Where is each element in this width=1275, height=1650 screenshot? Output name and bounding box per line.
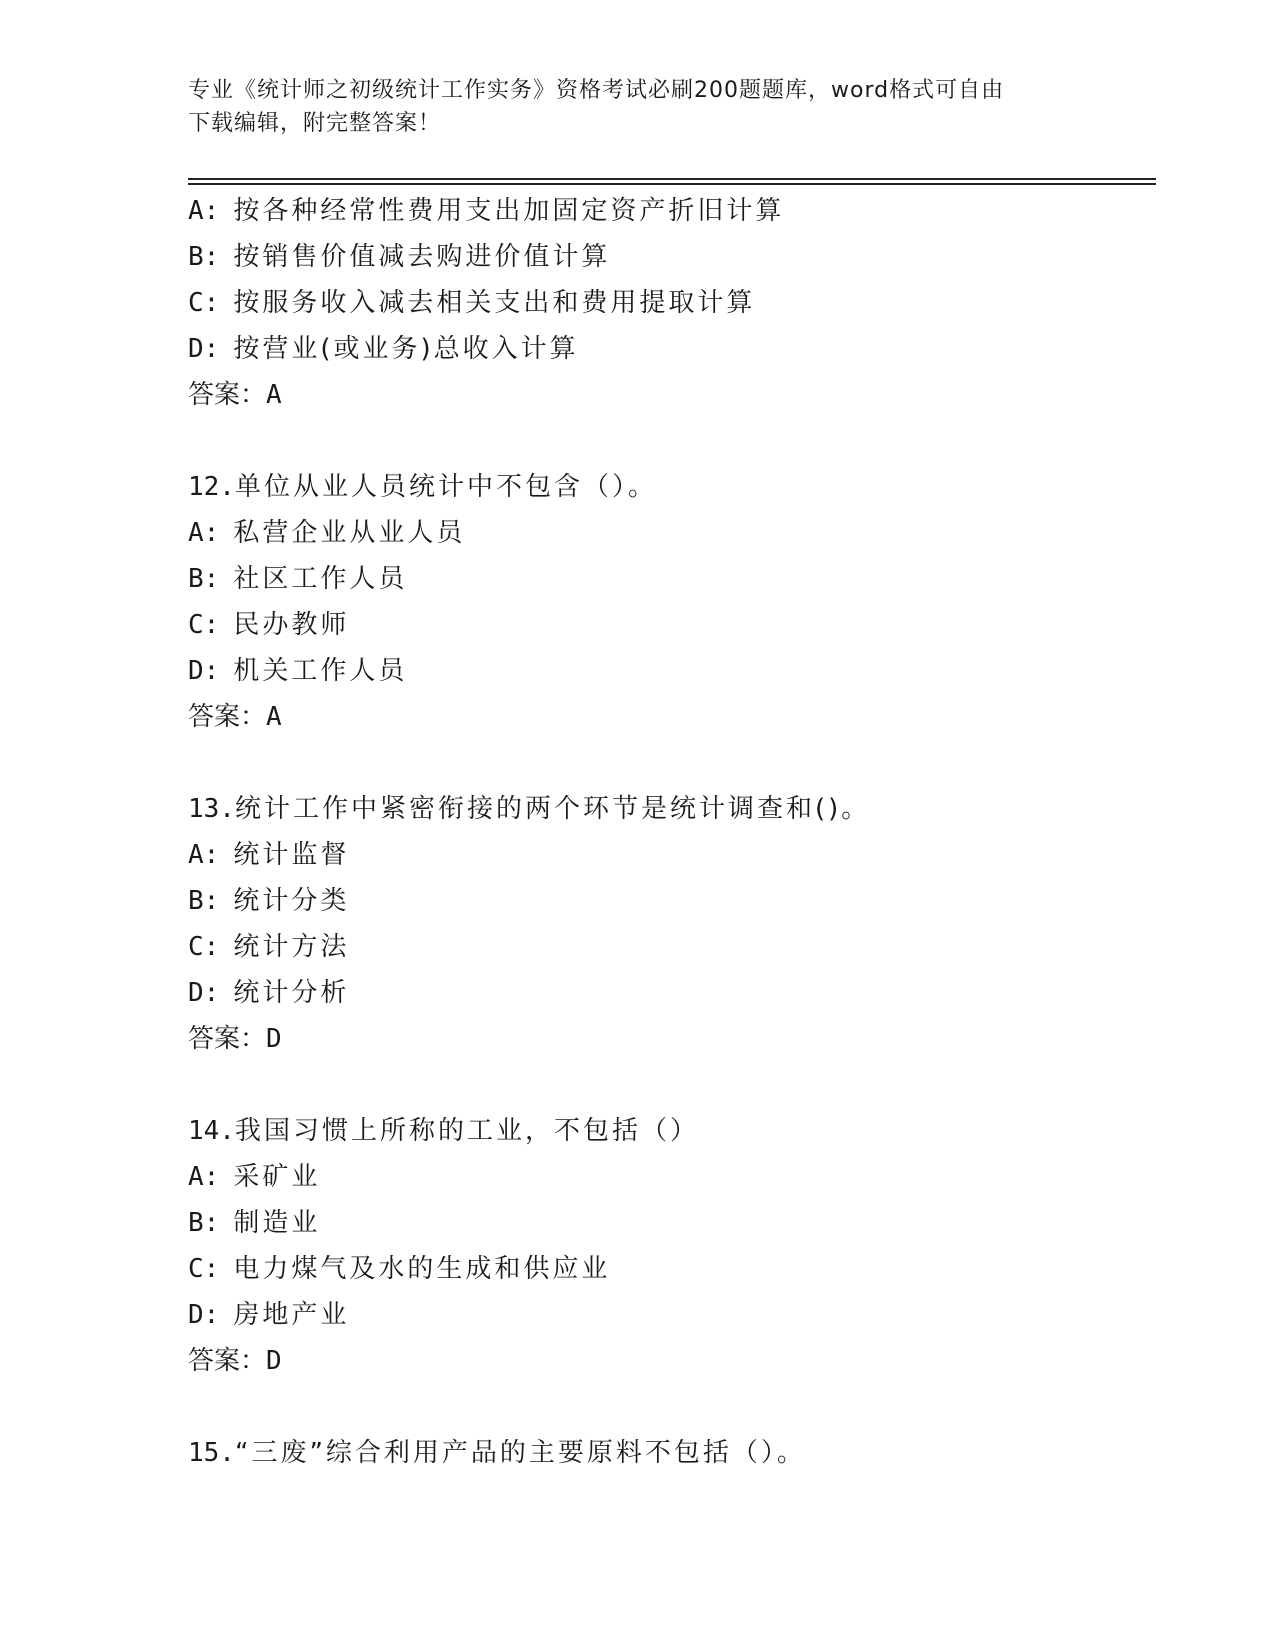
option-text: 制造业 [233,1208,321,1238]
question-block-continued [188,188,1148,418]
option-b [188,556,1148,602]
option-d [188,326,1148,372]
question-text: “三废”综合利用产品的主要原料不包括（）。 [234,1438,806,1468]
answer-value: A [266,380,282,410]
option-label: C: [188,1254,220,1284]
option-d [188,970,1148,1016]
option-label: C: [188,288,220,318]
answer-value: D [266,1346,282,1376]
option-label: B: [188,564,220,594]
option-c [188,602,1148,648]
option-label: D: [188,978,220,1008]
option-text: 统计监督 [233,840,350,870]
option-text: 电力煤气及水的生成和供应业 [233,1254,611,1284]
option-text: 按各种经常性费用支出加固定资产折旧计算 [233,196,785,226]
option-text: 统计方法 [233,932,350,962]
answer-label: 答案： [188,1024,267,1054]
question-number: 12. [188,472,235,502]
option-a [188,188,1148,234]
answer-line [188,694,1148,740]
question-text: 统计工作中紧密衔接的两个环节是统计调查和()。 [234,794,871,824]
spacer [188,740,1148,786]
spacer [188,1062,1148,1108]
answer-label: 答案： [188,1346,267,1376]
answer-line [188,372,1148,418]
option-label: C: [188,610,220,640]
header-divider-bottom [188,183,1156,185]
answer-label: 答案： [188,702,267,732]
question-number: 15. [188,1438,235,1468]
option-text: 房地产业 [233,1300,350,1330]
header-line-1: 专业《统计师之初级统计工作实务》资格考试必刷200题题库，word格式可自由 [188,78,1005,103]
answer-label: 答案： [188,380,267,410]
option-label: A: [188,840,220,870]
question-block-14 [188,1108,1148,1384]
question-number: 14. [188,1116,235,1146]
header-line-2: 下载编辑，附完整答案！ [188,111,442,136]
question-block-13 [188,786,1148,1062]
option-text: 采矿业 [233,1162,321,1192]
option-c [188,1246,1148,1292]
question-stem [188,786,1148,832]
answer-value: A [266,702,282,732]
option-label: A: [188,518,220,548]
option-label: B: [188,1208,220,1238]
option-d [188,648,1148,694]
option-text: 按营业(或业务)总收入计算 [233,334,579,364]
option-b [188,234,1148,280]
option-a [188,510,1148,556]
option-b [188,1200,1148,1246]
option-c [188,924,1148,970]
option-text: 社区工作人员 [233,564,408,594]
question-block-15 [188,1430,1148,1476]
question-number: 13. [188,794,235,824]
option-b [188,878,1148,924]
option-a [188,1154,1148,1200]
option-label: D: [188,1300,220,1330]
option-label: D: [188,334,220,364]
option-text: 按服务收入减去相关支出和费用提取计算 [233,288,756,318]
header-divider-top [188,178,1156,180]
option-text: 统计分析 [233,978,350,1008]
question-text: 我国习惯上所称的工业，不包括（） [234,1116,699,1146]
question-stem [188,464,1148,510]
option-label: C: [188,932,220,962]
option-a [188,832,1148,878]
option-text: 民办教师 [233,610,350,640]
option-text: 机关工作人员 [233,656,408,686]
document-header [188,74,1088,140]
question-stem [188,1430,1148,1476]
answer-value: D [266,1024,282,1054]
option-label: B: [188,886,220,916]
question-list [188,188,1148,1476]
option-label: D: [188,656,220,686]
option-text: 按销售价值减去购进价值计算 [233,242,611,272]
option-text: 私营企业从业人员 [233,518,466,548]
question-block-12 [188,464,1148,740]
question-text: 单位从业人员统计中不包含（）。 [234,472,657,502]
answer-line [188,1338,1148,1384]
option-label: B: [188,242,220,272]
spacer [188,418,1148,464]
spacer [188,1384,1148,1430]
option-label: A: [188,196,220,226]
option-text: 统计分类 [233,886,350,916]
option-label: A: [188,1162,220,1192]
option-d [188,1292,1148,1338]
option-c [188,280,1148,326]
answer-line [188,1016,1148,1062]
question-stem [188,1108,1148,1154]
